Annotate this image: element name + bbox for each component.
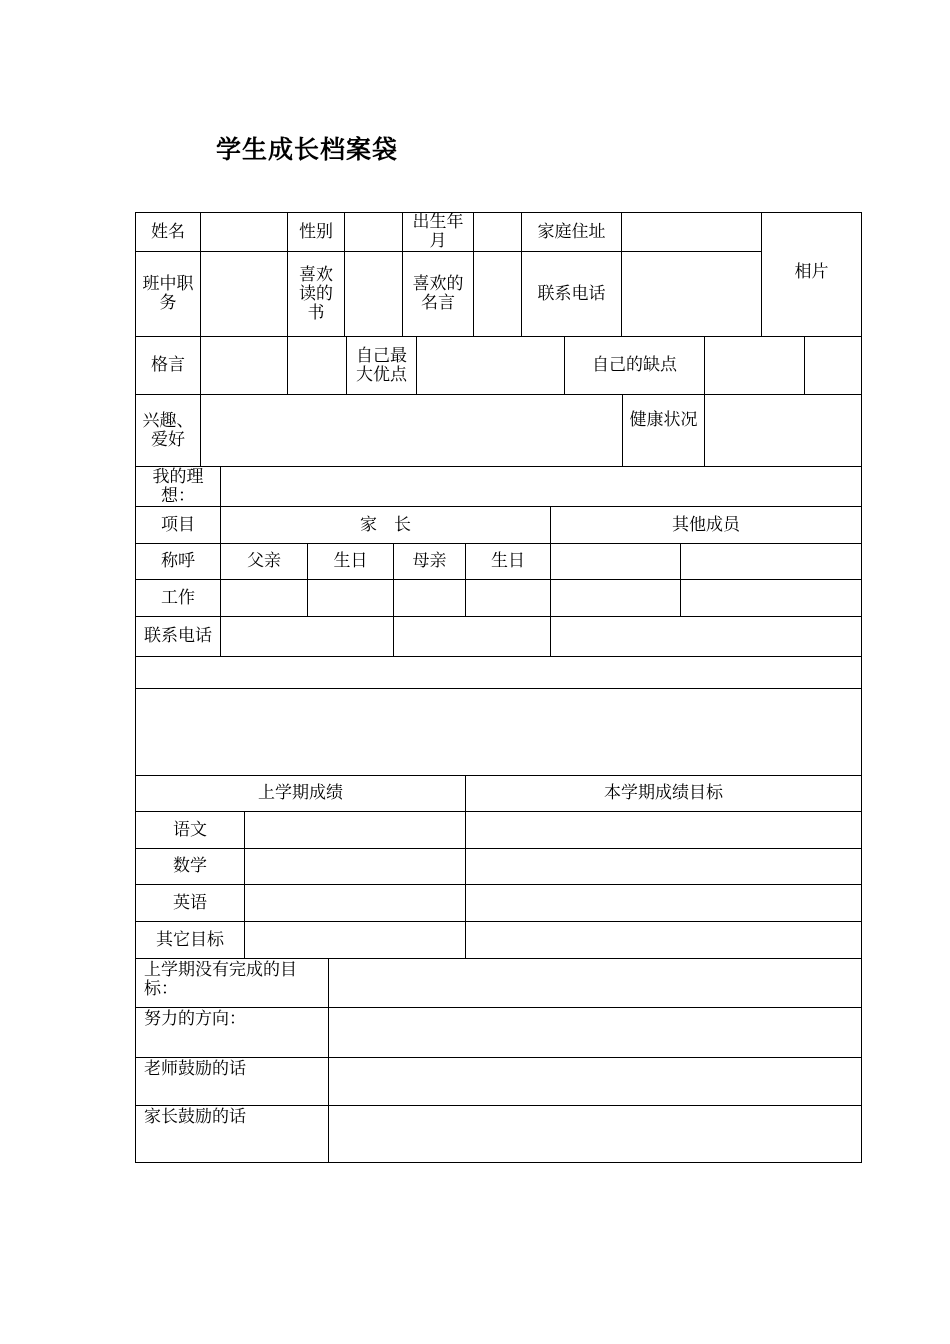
father-work-field[interactable] [220,579,308,617]
gender-field[interactable] [344,212,403,252]
mother-birthday-field[interactable] [465,579,551,617]
other-member-2-title[interactable] [680,543,862,580]
last-term-grade-field[interactable] [244,811,466,849]
father-birthday-field[interactable] [307,579,394,617]
label-title: 称呼 [135,543,221,580]
label-ideal: 我的理想： [135,466,221,507]
fav-quote-field[interactable] [473,251,522,337]
unfinished-goals-field[interactable] [328,958,862,1008]
label-mother-birthday: 生日 [465,543,551,580]
header-last-term-grades: 上学期成绩 [135,775,466,812]
label-subject: 英语 [135,884,245,922]
ideal-field[interactable] [220,466,862,507]
label-mother: 母亲 [393,543,466,580]
other-member-1-work[interactable] [550,579,681,617]
label-name: 姓名 [135,212,201,252]
motto-field-2[interactable] [287,336,347,395]
fav-book-field[interactable] [344,251,403,337]
label-fav-quote: 喜欢的名言 [402,251,474,337]
header-this-term-goal: 本学期成绩目标 [465,775,862,812]
label-subject: 语文 [135,811,245,849]
phone-field[interactable] [621,251,762,337]
label-parent-encouragement: 家长鼓励的话 [135,1105,329,1163]
strength-field[interactable] [416,336,565,395]
other-member-2-work[interactable] [680,579,862,617]
last-term-grade-field[interactable] [244,884,466,922]
label-subject: 其它目标 [135,921,245,959]
blank-row[interactable] [135,656,862,689]
label-class-role: 班中职务 [135,251,201,337]
this-term-goal-field[interactable] [465,884,862,922]
label-weakness: 自己的缺点 [564,336,705,395]
label-effort-direction: 努力的方向： [135,1007,329,1058]
blank-area[interactable] [135,688,862,776]
class-role-field[interactable] [200,251,288,337]
label-motto: 格言 [135,336,201,395]
label-family-phone: 联系电话 [135,616,221,657]
other-member-1-title[interactable] [550,543,681,580]
label-health: 健康状况 [622,394,705,467]
page-title: 学生成长档案袋 [216,135,399,164]
mother-phone-field[interactable] [393,616,551,657]
weakness-field-2[interactable] [804,336,862,395]
photo-box: 相片 [761,212,862,337]
header-other-members: 其他成员 [550,506,862,544]
this-term-goal-field[interactable] [465,811,862,849]
header-parents: 家 长 [220,506,551,544]
label-work: 工作 [135,579,221,617]
label-phone: 联系电话 [521,251,622,337]
label-birth: 出生年月 [402,212,474,252]
last-term-grade-field[interactable] [244,921,466,959]
address-field[interactable] [621,212,762,252]
motto-field[interactable] [200,336,288,395]
label-teacher-encouragement: 老师鼓励的话 [135,1057,329,1106]
effort-direction-field[interactable] [328,1007,862,1058]
label-item: 项目 [135,506,221,544]
other-phone-field[interactable] [550,616,862,657]
label-unfinished-goals: 上学期没有完成的目标： [135,958,329,1008]
label-address: 家庭住址 [521,212,622,252]
this-term-goal-field[interactable] [465,848,862,885]
health-field[interactable] [704,394,862,467]
mother-work-field[interactable] [393,579,466,617]
birth-field[interactable] [473,212,522,252]
parent-encouragement-field[interactable] [328,1105,862,1163]
label-hobby: 兴趣、爱好 [135,394,201,467]
label-father-birthday: 生日 [307,543,394,580]
label-strength: 自己最大优点 [346,336,417,395]
name-field[interactable] [200,212,288,252]
label-subject: 数学 [135,848,245,885]
hobby-field[interactable] [200,394,623,467]
weakness-field[interactable] [704,336,805,395]
teacher-encouragement-field[interactable] [328,1057,862,1106]
label-father: 父亲 [220,543,308,580]
label-fav-book: 喜欢读的书 [287,251,345,337]
label-gender: 性别 [287,212,345,252]
last-term-grade-field[interactable] [244,848,466,885]
this-term-goal-field[interactable] [465,921,862,959]
father-phone-field[interactable] [220,616,394,657]
